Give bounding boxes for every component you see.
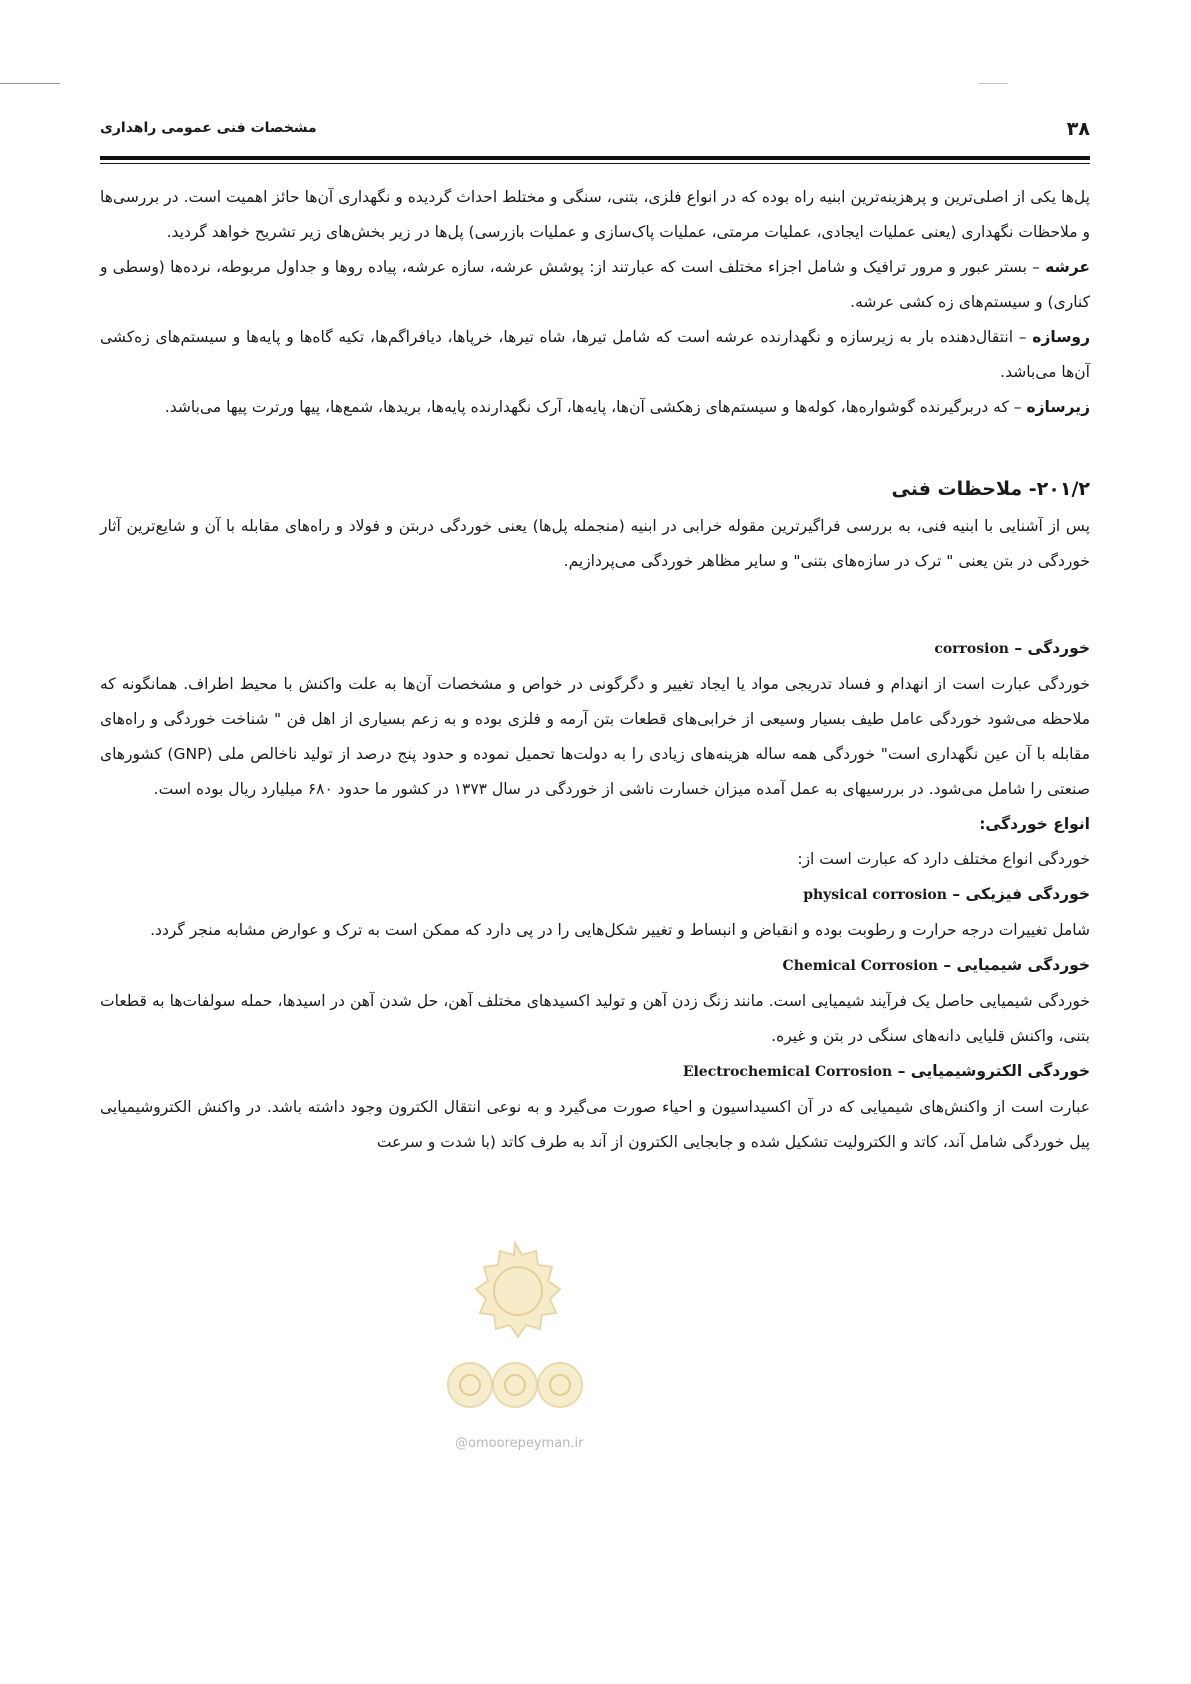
scan-edge-mark [0,83,60,84]
types-heading: انواع خوردگی: [979,815,1090,833]
heading-en: Chemical Corrosion [782,958,938,974]
definition-term: زیرسازه [1026,398,1090,416]
heading-en: Electrochemical Corrosion [682,1064,893,1080]
section-heading: ۲۰۱/۲- ملاحظات فنی [891,478,1090,500]
heading-fa: خوردگی فیزیکی [965,885,1090,903]
header-rule [100,156,1090,160]
electrochemical-paragraph: عبارت است از واکنش‌های شیمیایی که در آن اکسیداسیون و احیاء صورت می‌گیرد و به نوعی انتقال الکترون وجود داشته باشد. در واکنش الکتروشیمیایی پیل خوردگی شامل آند، کاتد و الکترولیت تشکیل شده و جابجایی الکترون از آند به طرف کاتد (با شدت و سرعت [100,1098,1090,1151]
heading-en: physical corrosion [803,887,947,903]
header-title: مشخصات فنی عمومی راهداری [100,120,317,136]
heading-fa: خوردگی الکتروشیمیایی [910,1062,1090,1080]
corrosion-heading: خوردگی – corrosion [934,639,1090,657]
page-number: ۳۸ [1066,118,1090,140]
definition-deck [100,250,1090,320]
scan-edge-mark [978,83,1008,84]
physical-paragraph: شامل تغییرات درجه حرارت و رطوبت بوده و انقباض و انبساط و تغییر شکل‌هایی را در پی دارد که ممکن است به ترک و عوارض مشابه منجر گردد. [150,921,1090,939]
header-rule-thin [100,163,1090,164]
chemical-paragraph: خوردگی شیمیایی حاصل یک فرآیند شیمیایی است. مانند زنگ زدن آهن و تولید اکسیدهای مختلف آهن، حل شدن آهن در اسیدها، حمله سولفات‌ها به قطعات بتنی، واکنش قلیایی دانه‌های سنگی در بتن و غیره. [100,992,1090,1045]
definition-text: – بستر عبور و مرور ترافیک و شامل اجزاء مختلف است که عبارتند از: پوشش عرشه، سازه عرشه، پیاده روها و جداول مربوطه، نرده‌ها (وسطی و کناری) و سیستم‌های زه کشی عرشه. [100,258,1090,311]
spacer [100,425,1090,469]
heading-en: corrosion [934,641,1009,657]
intro-paragraph: پل‌ها یکی از اصلی‌ترین و پرهزینه‌ترین ابنیه راه بوده که در انواع فلزی، بتنی، سنگی و مختلط احداث گردیده و نگهداری آن‌ها حائز اهمیت است. در بررسی‌ها و ملاحظات نگهداری (یعنی عملیات ایجادی، عملیات مرمتی، عملیات پاک‌سازی و عملیات بازرسی) پل‌ها در زیر بخش‌های زیر تشریح خواهد گردید. [100,188,1090,241]
definition-text: – انتقال‌دهنده بار به زیرسازه و نگهدارنده عرشه است که شامل تیرها، شاه تیرها، خرپاها، دیافراگم‌ها، تکیه گاه‌ها و پایه‌ها و سیستم‌های زه‌کشی آن‌ها می‌باشد. [100,328,1090,381]
spacer [100,579,1090,631]
definition-term: عرشه [1045,258,1090,276]
physical-heading: خوردگی فیزیکی – physical corrosion [803,885,1090,903]
definition-term: روسازه [1032,328,1090,346]
heading-fa: خوردگی شیمیایی [956,956,1090,974]
watermark-seal [440,1235,590,1425]
electrochemical-heading: خوردگی الکتروشیمیایی – Electrochemical Corrosion [682,1062,1090,1080]
definition-substructure [100,390,1090,425]
types-intro: خوردگی انواع مختلف دارد که عبارت است از: [797,850,1090,868]
page-body [100,180,1090,1160]
definition-text: – که دربرگیرنده گوشواره‌ها، کوله‌ها و سیستم‌های زهکشی آن‌ها، پایه‌ها، آرک نگهدارنده پایه‌ها، بریدها، شمع‌ها، پیها ورترت پیها می‌باشد. [164,398,1027,416]
heading-fa: خوردگی [1027,639,1090,657]
running-header [100,118,1090,158]
corrosion-paragraph: خوردگی عبارت است از انهدام و فساد تدریجی مواد یا ایجاد تغییر و دگرگونی در خواص و مشخصات آن‌ها به علت واکنش با محیط اطراف. همانگونه که ملاحظه می‌شود خوردگی عامل طیف بسیار وسیعی از خرابی‌های قطعات بتن آرمه و فلزی بوده و به زعم بسیاری از اهل فن " شناخت خوردگی و راه‌های مقابله با آن عین نگهداری است" خوردگی همه ساله هزینه‌های زیادی را به دولت‌ها تحمیل نموده و حدود پنج درصد از تولید ناخالص ملی (GNP) کشورهای صنعتی را شامل می‌شود. در بررسیهای به عمل آمده میزان خسارت ناشی از خوردگی در سال ۱۳۷۳ در کشور ما حدود ۶۸۰ میلیارد ریال بوده است. [100,675,1091,798]
chemical-heading: خوردگی شیمیایی – Chemical Corrosion [782,956,1090,974]
watermark-text: @omoorepeyman.ir [455,1436,584,1451]
definition-superstructure [100,320,1090,390]
section-paragraph: پس از آشنایی با ابنیه فنی، به بررسی فراگیرترین مقوله خرابی در ابنیه (منجمله پل‌ها) یعنی خوردگی دربتن و فولاد و راه‌های مقابله با آن و شایع‌ترین آثار خوردگی در بتن یعنی " ترک در سازه‌های بتنی" و سایر مظاهر خوردگی می‌پردازیم. [100,517,1090,570]
